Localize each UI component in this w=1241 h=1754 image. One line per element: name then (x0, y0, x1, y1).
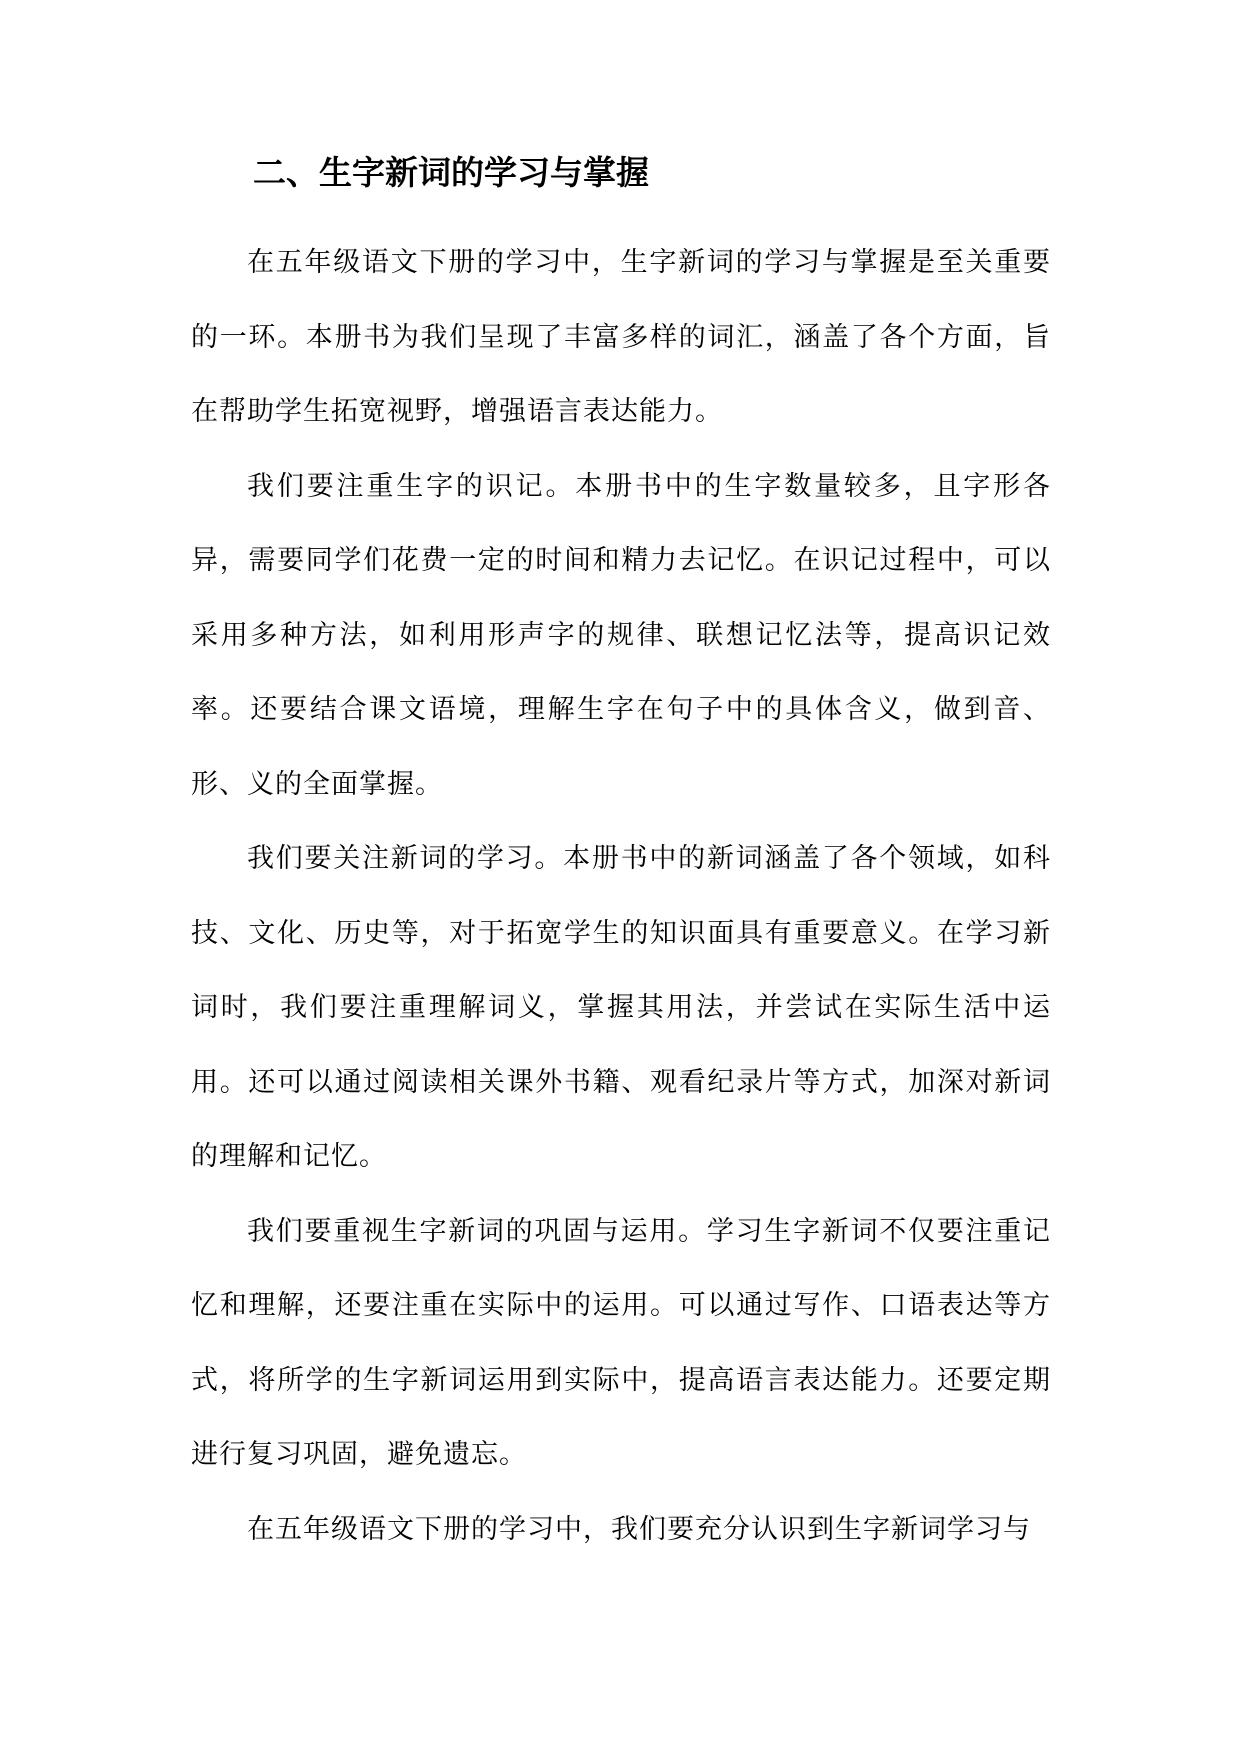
paragraph: 在五年级语文下册的学习中，生字新词的学习与掌握是至关重要的一环。本册书为我们呈现了丰富多样的词汇，涵盖了各个方面，旨在帮助学生拓宽视野，增强语言表达能力。 (191, 247, 1051, 427)
body-text (191, 226, 1051, 1567)
paragraph: 我们要重视生字新词的巩固与运用。学习生字新词不仅要注重记忆和理解，还要注重在实际中的运用。可以通过写作、口语表达等方式，将所学的生字新词运用到实际中，提高语言表达能力。还要定期进行复习巩固，避免遗忘。 (191, 1215, 1051, 1470)
paragraph: 我们要关注新词的学习。本册书中的新词涵盖了各个领域，如科技、文化、历史等，对于拓宽学生的知识面具有重要意义。在学习新词时，我们要注重理解词义，掌握其用法，并尝试在实际生活中运用。还可以通过阅读相关课外书籍、观看纪录片等方式，加深对新词的理解和记忆。 (191, 843, 1051, 1172)
paragraph: 我们要注重生字的识记。本册书中的生字数量较多，且字形各异，需要同学们花费一定的时间和精力去记忆。在识记过程中，可以采用多种方法，如利用形声字的规律、联想记忆法等，提高识记效率。还要结合课文语境，理解生字在句子中的具体含义，做到音、形、义的全面掌握。 (191, 470, 1051, 800)
section-heading: 二、生字新词的学习与掌握 (253, 153, 649, 192)
paragraph: 在五年级语文下册的学习中，我们要充分认识到生字新词学习与 (247, 1513, 1031, 1545)
